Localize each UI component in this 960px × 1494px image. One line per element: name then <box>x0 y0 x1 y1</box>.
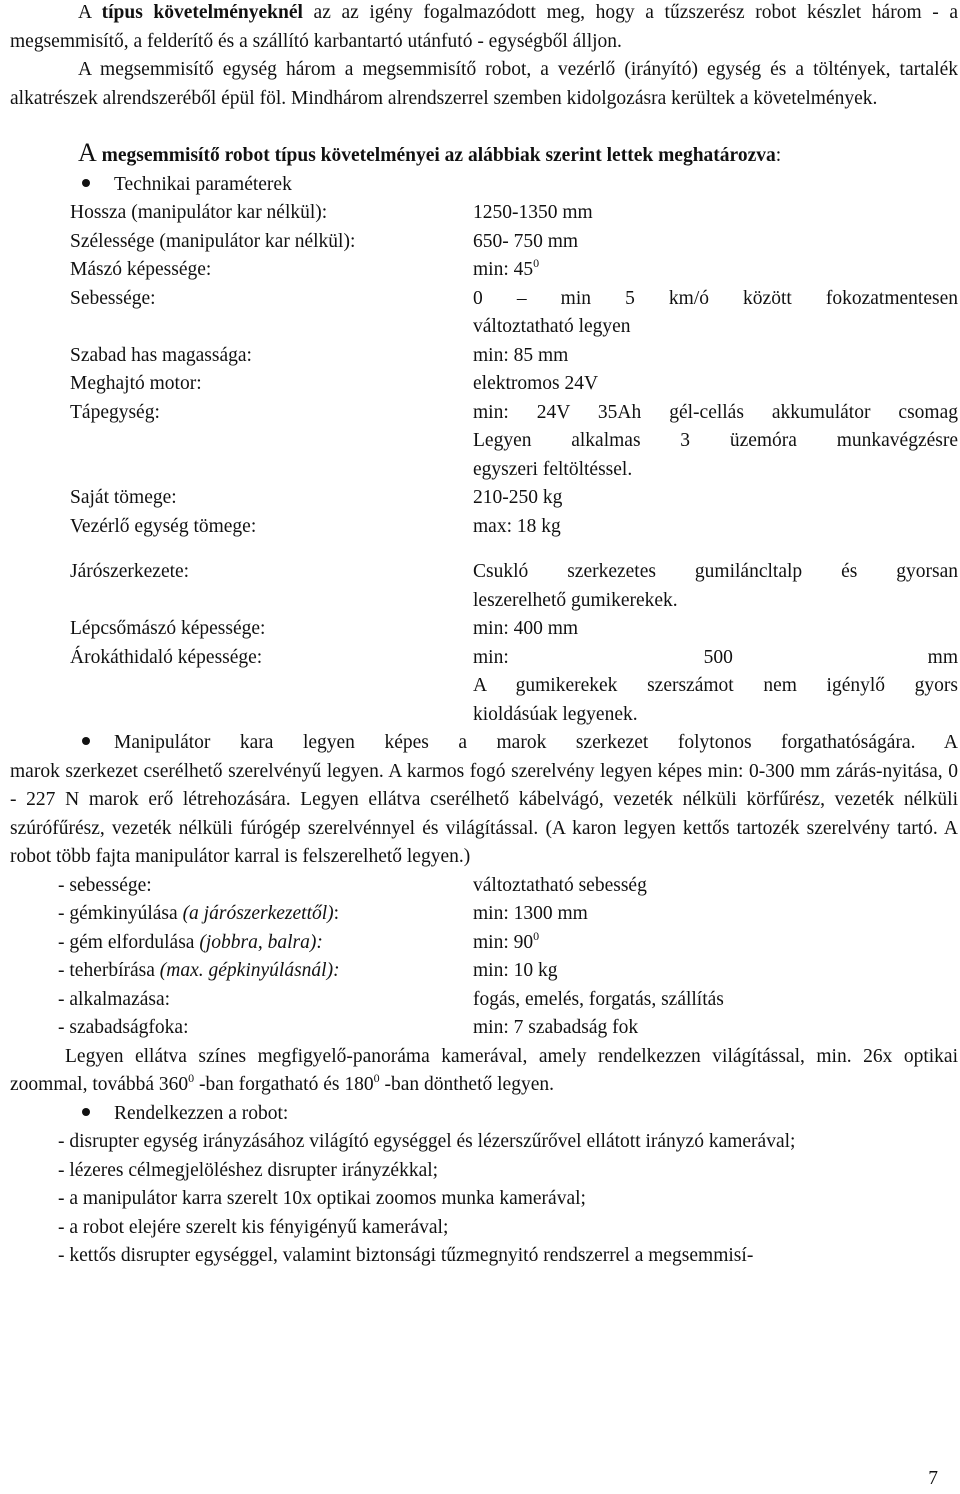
spec-value-text: min: 24V 35Ah gél-cellás akkumulátor csomag <box>473 401 958 423</box>
spec-row <box>10 399 958 428</box>
arm-spec-value-text: min: 10 kg <box>473 960 558 981</box>
arm-spec-label <box>58 957 473 986</box>
spec-value <box>473 285 958 314</box>
spec-label: Saját tömege: <box>70 487 177 508</box>
arm-spec-value-text: min: 1300 mm <box>473 903 588 924</box>
spec-value <box>473 370 958 399</box>
arm-spec-label: - szabadságfoka: <box>58 1017 189 1038</box>
intro-bold-term: típus követelményeknél <box>101 2 303 23</box>
spec-label: Lépcsőmászó képessége: <box>70 618 266 639</box>
camera-text-c: -ban dönthető legyen. <box>379 1074 554 1095</box>
heading-initial: A <box>78 138 97 167</box>
equipment-item: - a manipulátor karra szerelt 10x optikai zoomos munka kamerával; <box>58 1188 586 1209</box>
arm-spec-label-italic: (max. gépkinyúlásnál): <box>159 960 340 981</box>
intro-lead: A <box>78 2 102 23</box>
section-heading <box>10 139 958 171</box>
equipment-item: - kettős disrupter egységgel, valamint biztonsági tűzmegnyitó rendszerrel a megsemmisí- <box>58 1245 754 1266</box>
manipulator-text: marok szerkezet cserélhető szerelvényű legyen. A karmos fogó szerelvény legyen képes min: 0-300 mm zárás-nyitása, 0 - 227 N marok erő létrehozására. Legyen ellátva cserélhető kábelvágó, vezeték nélküli körfűrész, vezeték nélküli szúrófűrész, vezeték nélküli fúrógép szerelvénnyel és világítással. (A karon legyen kettős tartozék szerelvény tartó. A robot több fajta manipulátor karral is felszerelhető legyen.) <box>10 760 958 867</box>
spec-continuation: leszerelhető gumikerekek. <box>473 589 678 611</box>
spec-label: Árokáthidaló képessége: <box>70 646 263 668</box>
spec-list <box>10 199 958 729</box>
arm-spec-value-text: változtatható sebesség <box>473 874 647 896</box>
spec-value <box>473 644 958 673</box>
spec-value <box>473 199 958 228</box>
spec-value <box>473 342 958 371</box>
arm-spec-label-text: - gémkinyúlása <box>58 903 183 924</box>
spec-value-text: 0 – min 5 km/ó között fokozatmentesen <box>473 287 958 309</box>
bullet-label: Rendelkezzen a robot: <box>114 1102 289 1124</box>
heading-bold: megsemmisítő robot típus követelményei az alábbiak szerint lettek meghatározva <box>101 145 776 166</box>
spec-continuation: Legyen alkalmas 3 üzemóra munkavégzésre <box>473 430 958 451</box>
arm-spec-label <box>58 900 473 929</box>
spec-label: Járószerkezete: <box>70 561 190 582</box>
camera-text-b: -ban forgatható és 180 <box>194 1074 374 1095</box>
manipulator-first-line: Manipulátor kara legyen képes a marok szerkezet folytonos forgathatóságára. A <box>114 732 958 753</box>
bullet-icon <box>82 1108 90 1116</box>
spec-label: Sebessége: <box>70 287 156 309</box>
bullet-icon <box>82 737 90 745</box>
arm-spec-value <box>473 872 958 901</box>
bullet-technical <box>10 171 958 200</box>
spec-value-text: min: 45 <box>473 259 534 280</box>
spec-row <box>10 513 958 542</box>
arm-spec-value-text: fogás, emelés, forgatás, szállítás <box>473 988 724 1010</box>
equipment-item: - a robot elejére szerelt kis fényigényű kamerával; <box>58 1216 449 1238</box>
arm-spec-label <box>58 929 473 958</box>
spec-row <box>10 644 958 673</box>
spec-label: Szélessége (manipulátor kar nélkül): <box>70 230 356 252</box>
degree-sup: 0 <box>533 256 540 270</box>
equipment-item: - disrupter egység irányzásához világító egységgel és lézerszűrővel ellátott irányzó kamerával; <box>58 1131 796 1152</box>
equipment-item: - lézeres célmegjelöléshez disrupter irányzékkal; <box>58 1159 439 1181</box>
camera-paragraph <box>10 1043 958 1100</box>
arm-spec-value <box>473 900 958 929</box>
arm-spec-label-text: - teherbírása <box>58 960 160 981</box>
intro-paragraph-2: A megsemmisítő egység három a megsemmisítő robot, a vezérlő (irányító) egység és a töltények, tartalék alkatrészek alrendszeréből épül föl. Mindhárom alrendszerrel szemben kidolgozásra kerültek a követelmények. <box>10 59 958 109</box>
heading-tail: : <box>775 145 782 166</box>
degree-sup: 0 <box>188 1071 195 1085</box>
arm-spec-list <box>10 872 958 1043</box>
spec-label: Meghajtó motor: <box>70 373 202 394</box>
spec-value-text: 650- 750 mm <box>473 230 579 252</box>
arm-spec-row <box>10 900 958 929</box>
degree-sup: 0 <box>373 1071 380 1085</box>
spec-row <box>10 199 958 228</box>
spec-value-text: max: 18 kg <box>473 515 561 537</box>
arm-spec-label-italic: (a járószerkezettől) <box>182 903 334 924</box>
spec-row <box>10 370 958 399</box>
spec-continuation: A gumikerekek szerszámot nem igénylő gyors <box>473 675 958 696</box>
arm-spec-label: - sebessége: <box>58 874 152 896</box>
arm-spec-value-text: min: 90 <box>473 931 534 953</box>
arm-spec-value <box>473 929 958 958</box>
spec-row <box>10 558 958 587</box>
arm-spec-row <box>10 986 958 1015</box>
spec-value <box>473 615 958 644</box>
bullet-icon <box>82 179 90 187</box>
spec-row <box>10 256 958 285</box>
arm-spec-row <box>10 1014 958 1043</box>
arm-spec-label: - alkalmazása: <box>58 988 171 1010</box>
intro-rest: az az igény fogalmazódott meg, hogy a tűzszerész robot készlet három - a megsemmisítő, a felderítő és a szállító karbantartó utánfutó - egységből álljon. <box>10 2 958 52</box>
spec-row <box>10 484 958 513</box>
equipment-list <box>10 1128 958 1271</box>
spec-value <box>473 558 958 587</box>
spec-value-text: min: 85 mm <box>473 344 569 366</box>
bullet-equipment <box>10 1100 958 1129</box>
arm-spec-value <box>473 986 958 1015</box>
bullet-manipulator <box>10 729 958 872</box>
spec-value-text: Csukló szerkezetes gumiláncltalp és gyorsan <box>473 561 958 582</box>
arm-spec-row <box>10 872 958 901</box>
spec-label: Vezérlő egység tömege: <box>70 515 257 537</box>
spec-value <box>473 256 958 285</box>
spec-row <box>10 615 958 644</box>
arm-spec-label-text: - gém elfordulása <box>58 931 200 953</box>
spec-continuation: változtatható legyen <box>473 316 631 337</box>
spec-label: Tápegység: <box>70 401 160 423</box>
arm-spec-row <box>10 929 958 958</box>
spec-continuation: egyszeri feltöltéssel. <box>473 458 633 480</box>
spec-value <box>473 228 958 257</box>
spec-row <box>10 228 958 257</box>
arm-spec-row <box>10 957 958 986</box>
spec-label: Hossza (manipulátor kar nélkül): <box>70 202 328 223</box>
bullet-label: Technikai paraméterek <box>114 173 292 195</box>
spec-row <box>10 342 958 371</box>
spec-value-text: min: 400 mm <box>473 618 579 639</box>
page-number: 7 <box>928 1468 938 1489</box>
spec-value-text: 210-250 kg <box>473 487 563 508</box>
spec-value <box>473 484 958 513</box>
spec-value-text: elektromos 24V <box>473 373 599 394</box>
arm-spec-value <box>473 1014 958 1043</box>
arm-spec-label-italic: (jobbra, balra): <box>199 931 323 953</box>
spec-continuation: kioldásúak legyenek. <box>473 703 638 725</box>
arm-spec-value-text: min: 7 szabadság fok <box>473 1017 639 1038</box>
spec-value <box>473 399 958 428</box>
arm-spec-label-tail: : <box>333 903 340 924</box>
spec-value-text: min: 500 mm <box>473 646 958 668</box>
spec-value <box>473 513 958 542</box>
spec-label: Mászó képessége: <box>70 259 212 280</box>
arm-spec-value <box>473 957 958 986</box>
camera-text-a: Legyen ellátva színes megfigyelő-panoráma kamerával, amely rendelkezzen világítással, min. 26x optikai zoommal, továbbá 360 <box>10 1045 958 1095</box>
spec-row <box>10 285 958 314</box>
spec-label: Szabad has magassága: <box>70 344 252 366</box>
degree-sup: 0 <box>533 928 540 943</box>
intro-paragraph-1 <box>10 0 958 56</box>
document-page <box>10 0 958 1271</box>
spec-value-text: 1250-1350 mm <box>473 202 593 223</box>
